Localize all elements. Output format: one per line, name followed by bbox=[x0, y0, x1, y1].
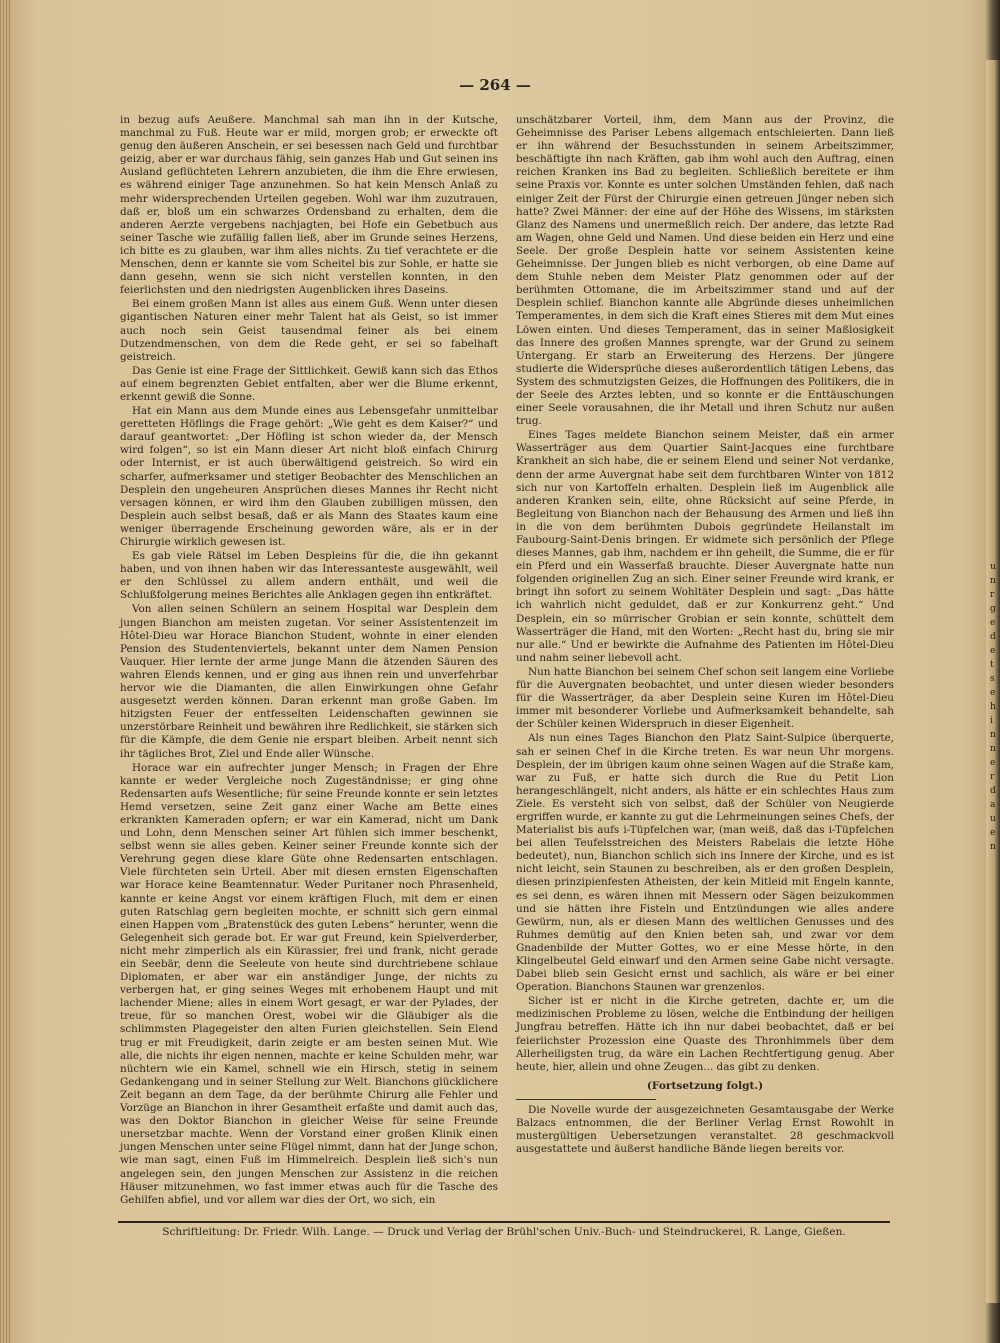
adjacent-page-fragments: u n r g e d e t s e h i n n e r d a u e n bbox=[990, 562, 996, 852]
paragraph: in bezug aufs Aeußere. Manchmal sah man ihn in der Kutsche, manchmal zu Fuß. Heute war er mild, morgen grob; er erweckte oft genug den äußeren Anschein, er sei besessen nach Geld und furchtbar geizig, aber er war durchaus fähig, sein ganzes Hab und Gut seinen ins Ausland geflüchteten Lehrern anzubieten, die ihm die Ehre erwiesen, es während einiger Tage anzunehmen. So hat kein Mensch Anlaß zu mehr widersprechenden Urteilen gegeben. Wohl war ihm zuzutrauen, daß er, bloß um ein schwarzes Ordensband zu erhalten, dem die anderen Aerzte vergebens nachjagten, bei Hofe ein Gebetbuch aus seiner Tasche wie zufällig fallen ließ, aber im Grunde seines Herzens, ich bitte es zu glauben, war ihm alles nichts. Zu tief verachtete er die Menschen, denn er kannte sie vom Scheitel bis zur Sohle, er hatte sie dann gesehn, wenn sie sich nicht verstellen konnten, in den feierlichsten und den niedrigsten Augenblicken ihres Daseins. bbox=[120, 114, 498, 297]
footer-divider bbox=[118, 1221, 890, 1223]
paragraph: Von allen seinen Schülern an seinem Hospital war Desplein dem jungen Bianchon am meisten zugetan. Vor seiner Assistentenzeit im Hôtel-Dieu war Horace Bianchon Student, wohnte in einer elenden Pension des Studentenviertels, bekannt unter dem Namen Pension Vauquer. Hier lernte der arme junge Mann die ätzenden Säuren des wahren Elends kennen, und er ging aus ihnen rein und unverfehrbar hervor wie die Diamanten, die allen Einwirkungen ohne Gefahr ausgesetzt werden können. Daran erkennt man große Gaben. Im hitzigsten Feuer der entfesselten Leidenschaften gewinnen sie unzerstörbare Reinheit und bewähren ihre Redlichkeit, sie stärken sich für die Kämpfe, die dem Genie nie erspart bleiben. Arbeit nennt sich ihr tägliches Brot, Ziel und Ende aller Wünsche. bbox=[120, 603, 498, 760]
paragraph: Nun hatte Bianchon bei seinem Chef schon seit langem eine Vorliebe für die Auvergnaten beobachtet, und unter diesen wieder besonders für die Wasserträger, da aber Desplein seine Kuren im Hôtel-Dieu immer mit besonderer Vorliebe und Aufmerksamkeit behandelte, sah der Schüler keinen Widerspruch in dieser Eigenheit. bbox=[516, 665, 894, 731]
continued-label: (Fortsetzung folgt.) bbox=[646, 1079, 764, 1092]
footnote: Die Novelle wurde der ausgezeichneten Gesamtausgabe der Werke Balzacs entnommen, die der Berliner Verlag Ernst Rowohlt in mustergültigen Uebersetzungen veranstaltet. 28 geschmackvoll ausgestattete und äußerst handliche Bände liegen bereits vor. bbox=[516, 1103, 894, 1156]
paragraph: Eines Tages meldete Bianchon seinem Meister, daß ein armer Wasserträger aus dem Quartier Saint-Jacques eine furchtbare Krankheit an sich habe, die er seinem Elend und seiner Not verdanke, denn der arme Auvergnat habe seit dem furchtbaren Winter von 1812 sich nur von Kartoffeln erhalten. Desplein ließ im Augenblick alle anderen Kranken sein, eilte, ohne Rücksicht auf seine Pferde, in Begleitung von Bianchon nach der Behausung des Armen und ließ ihn in die von dem berühmten Dubois gegründete Heilanstalt im Faubourg-Saint-Denis bringen. Er widmete sich persönlich der Pflege dieses Mannes, gab ihm, nachdem er ihn geheilt, die Summe, die er für ein Pferd und ein Wasserfaß brauchte. Dieser Auvergnate hatte nun folgenden originellen Zug an sich. Einer seiner Freunde wird krank, er bringt ihn sofort zu seinem Wohltäter Desplein und sagt: „Das hätte ich wahrlich nicht geduldet, daß er zur Konkurrenz geht.“ Und Desplein, ein so mürrischer Grobian er sein konnte, schüttelt dem Wasserträger die Hand, mit den Worten: „Recht hast du, bring sie mir nur alle.“ Und er bewirkte die Aufnahme des Patienten im Hôtel-Dieu und nahm seiner liebevoll acht. bbox=[516, 429, 894, 664]
paragraph: Bei einem großen Mann ist alles aus einem Guß. Wenn unter diesen gigantischen Naturen einer mehr Talent hat als Geist, so ist immer auch noch sein Geist tausendmal feiner als bei einem Dutzendmenschen, von dem die Rede geht, er sei so fabelhaft geistreich. bbox=[120, 298, 498, 363]
right-column bbox=[516, 114, 894, 1156]
left-column bbox=[120, 114, 498, 1207]
book-binding bbox=[0, 0, 10, 1343]
paragraph: Hat ein Mann aus dem Munde eines aus Lebensgefahr unmittelbar geretteten Höflings die Frage gehört: „Wie geht es dem Kaiser?“ und darauf geantwortet: „Der Höfling ist schon wieder da, der Mensch wird folgen“, so ist ein Mann dieser Art nicht bloß einfach Chirurg oder Internist, er ist auch überwältigend geistreich. So wird ein scharfer, aufmerksamer und stetiger Beobachter des Menschlichen an Desplein den ungeheuren Ansprüchen dieses Mannes ihr Recht nicht versagen können, er wird ihm den Glauben zubilligen müssen, den Desplein auch selbst besaß, daß er als Mann des Staates kaum eine weniger überragende Erscheinung geworden wäre, als er in der Chirurgie wirklich gewesen ist. bbox=[120, 405, 498, 548]
paragraph: Horace war ein aufrechter junger Mensch; in Fragen der Ehre kannte er weder Vergleiche noch Zugeständnisse; er ging ohne Redensarten aufs Wesentliche; für seine Freunde konnte er sein letztes Hemd versetzen, seine Zeit ganz einer Wache am Bette eines erkrankten Kameraden opfern; er war ein Kamerad, nicht um Dank und Lohn, denn Menschen seiner Art fühlen sich immer beschenkt, selbst wenn sie alles geben. Keiner seiner Freunde konnte sich der Verehrung gegen diese klare Güte ohne Redensarten entschlagen. Viele fürchteten sein Urteil. Aber mit diesen ernsten Eigenschaften war Horace keine Beamtennatur. Weder Puritaner noch Phrasenheld, kannte er keine Angst vor einem kräftigen Fluch, mit dem er einen guten Ratschlag gern begleiten mochte, er schnitt sich gern einmal einen Happen vom „Bratenstück des guten Lebens“ herunter, wenn die Gelegenheit sich gerade bot. Er war gut Freund, kein Spielverderber, nicht mehr zimperlich als ein Kürassier, frei und frank, nicht gerade ein Seebär, denn die Seeleute von heute sind durchtriebene schlaue Diplomaten, er aber war ein anständiger Junge, der nichts zu verbergen hat, er ging seines Weges mit erhobenem Haupt und mit lachender Miene; alles in einem Wort gesagt, er war der Pylades, der treue, für so manchen Orest, wobei wir die Gläubiger als die schlimmsten Plagegeister den alten Furien gleichstellen. Sein Elend trug er mit Freudigkeit, darin zeigte er am besten seinen Mut. Wie alle, die nichts ihr eigen nennen, machte er keine Schulden mehr, war nüchtern wie ein Kamel, schnell wie ein Hirsch, stetig in seinem Gedankengang und in seiner Stellung zur Welt. Bianchons glücklichere Zeit begann an dem Tage, da der berühmte Chirurg alle Fehler und Vorzüge an Bianchon in ihrer Gesamtheit erfaßte und damit auch das, was den Doktor Bianchon in gleicher Weise für seine Freunde unersetzbar machte. Wenn der Vorstand einer großen Klinik einen jungen Menschen unter seine Flügel nimmt, dann hat der Junge schon, wie man sagt, einen Fuß im Himmelreich. Desplein ließ sich's nun angelegen sein, den jungen Menschen zur Assistenz in die reichen Häuser mitzunehmen, wo fast immer etwas auch für die Tasche des Gehilfen abfiel, und vor allem war dies der Ort, wo sich, ein bbox=[120, 761, 498, 1206]
imprint-footer: Schriftleitung: Dr. Friedr. Wilh. Lange. — Druck und Verlag der Brühl'schen Univ.-Buch- und Steindruckerei, R. Lange, Gießen. bbox=[162, 1226, 846, 1238]
paragraph: unschätzbarer Vorteil, ihm, dem Mann aus der Provinz, die Geheimnisse des Pariser Lebens allgemach entschleierten. Dann ließ er ihn während der Besuchsstunden in seinem Arbeitszimmer, beschäftigte ihn nach Kräften, gab ihm wohl auch den Auftrag, einen reichen Kranken ins Bad zu begleiten. Schließlich bereitete er ihm seine Praxis vor. Konnte es unter solchen Umständen fehlen, daß nach einiger Zeit der Fürst der Chirurgie einen getreuen Jünger neben sich hatte? Zwei Männer: der eine auf der Höhe des Wissens, im stärksten Glanz des Namens und unermeßlich reich. Der andere, das letzte Rad am Wagen, ohne Geld und Namen. Und diese beiden ein Herz und eine Seele. Der große Desplein hatte vor seinem Assistenten keine Geheimnisse. Der Jungen blieb es nicht verborgen, ob eine Dame auf dem Stuhle neben dem Meister Platz genommen oder auf der berühmten Ottomane, die im Arbeitszimmer stand und auf der Desplein schlief. Bianchon kannte alle Abgründe dieses unheimlichen Temperamentes, in dem sich die Kraft eines Stieres mit dem Mut eines Löwen einten. Und dieses Temperament, das in seiner Maßlosigkeit das Innere des großen Mannes sprengte, war der Grund zu seinem Untergang. Er starb an Erweiterung des Herzens. Der jüngere studierte die Widersprüche dieses außerordentlich tätigen Lebens, das System des schmutzigsten Geizes, die Hoffnungen des Politikers, die in der Seele des Arztes lebten, und so konnte er die Enttäuschungen einer Seele vorausahnen, die ihr Metall und ihren Schutz nur außen trug. bbox=[516, 114, 894, 428]
footnote-divider bbox=[516, 1099, 656, 1100]
paragraph: Als nun eines Tages Bianchon den Platz Saint-Sulpice überquerte, sah er seinen Chef in die Kirche treten. Es war neun Uhr morgens. Desplein, der im übrigen kaum ohne seinen Wagen auf die Straße kam, war zu Fuß, er hatte sich durch die Rue du Petit Lion herangeschlängelt, nicht anders, als hätte er ein schlechtes Haus zum Ziele. Es versteht sich von selbst, daß der Schüler von Neugierde ergriffen wurde, er kannte zu gut die Lehrmeinungen seines Chefs, der Materialist bis aufs i-Tüpfelchen war, (man weiß, daß das i-Tüpfelchen bei allen Teufelsstreichen des Meisters Rabelais die letzte Höhe bedeutet), nun, Bianchon schlich sich ins Innere der Kirche, und es ist nicht leicht, sein Staunen zu beschreiben, als er den großen Desplein, diesen prinzipienfesten Atheisten, der kein Mitleid mit Engeln kannte, es sei denn, es wären ihnen mit Messern oder Sägen beizukommen und sie hätten ihre Fisteln und Entzündungen wie alles andere Gewürm, nun, als er diesen Mann des weltlichen Genusses und des Ruhmes demütig auf den Knien beten sah, und zwar vor dem Gnadenbilde der Mutter Gottes, wo er eine Messe hörte, in den Klingelbeutel Geld einwarf und den Armen seine Gabe nicht versagte. Dabei blieb sein Gesicht ernst und sachlich, als wäre er bei einer Operation. Bianchons Staunen war grenzenlos. bbox=[516, 732, 894, 994]
page-number: — 264 — bbox=[459, 76, 531, 94]
paragraph: Sicher ist er nicht in die Kirche getreten, dachte er, um die medizinischen Probleme zu lösen, welche die Entbindung der heiligen Jungfrau betreffen. Hätte ich ihn nur dabei beobachtet, daß er bei feierlichster Prozession eine Quaste des Thronhimmels über dem Allerheiligsten trug, da wäre ein Lachen Rechtfertigung genug. Aber heute, hier, allein und ohne Zeugen... das gibt zu denken. bbox=[516, 995, 894, 1073]
paragraph: Es gab viele Rätsel im Leben Despleins für die, die ihn gekannt haben, und von ihnen haben wir das Interessanteste ausgewählt, weil er den Schlüssel zu allem andern enthält, und weil die Schlußfolgerung meines Berichtes alle Anklagen gegen ihn entkräftet. bbox=[120, 550, 498, 602]
paragraph: Das Genie ist eine Frage der Sittlichkeit. Gewiß kann sich das Ethos auf einem begrenzten Gebiet entfalten, aber wer die Blume erkennt, erkennt gewiß die Sonne. bbox=[120, 364, 498, 403]
